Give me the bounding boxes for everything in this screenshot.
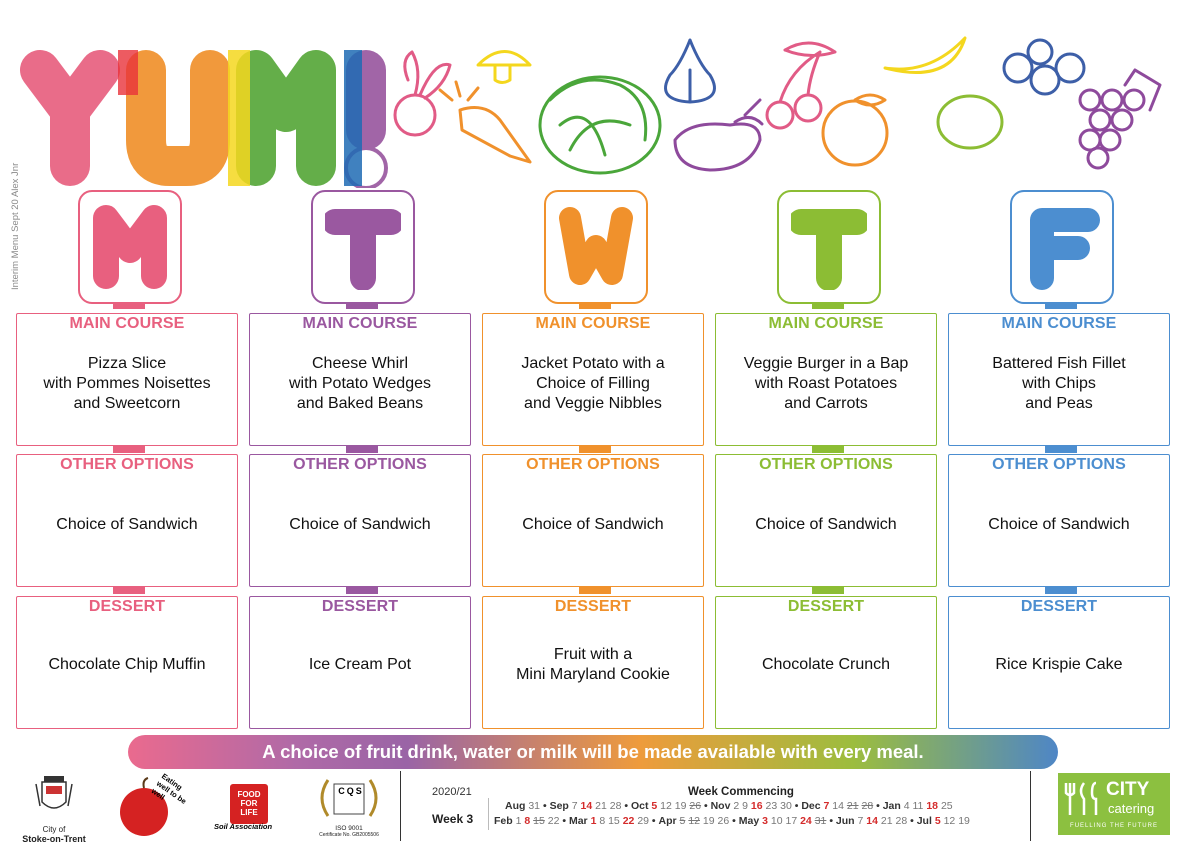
day-column	[948, 190, 1174, 735]
dessert-heading: DESSERT	[554, 598, 632, 615]
main-course-card	[482, 313, 704, 446]
date-token: •	[732, 815, 736, 827]
council-caption: City of	[42, 825, 66, 834]
date-token: •	[794, 800, 799, 812]
fruit-veg-illustration	[390, 30, 1180, 195]
school-year: 2020/21	[432, 786, 472, 798]
connector	[1045, 302, 1077, 309]
menu-version-note: Interim Menu Sept 20 Alex Jnr	[10, 162, 21, 290]
apple-slogan: Eating well to be well	[149, 771, 189, 806]
dessert-heading: DESSERT	[787, 598, 865, 615]
city-logo-word: CITY	[1106, 779, 1150, 800]
date-token: 28	[895, 815, 908, 827]
date-token: 26	[689, 800, 702, 812]
cabbage-icon	[540, 77, 660, 173]
date-token: 3	[762, 815, 768, 827]
other-options-text: Choice of Sandwich	[755, 516, 897, 533]
week-number: Week 3	[432, 812, 474, 826]
date-token: 12	[943, 815, 956, 827]
connector	[1045, 446, 1077, 453]
date-token: 25	[940, 800, 953, 812]
cherry-icon	[767, 43, 835, 128]
date-token: 9	[742, 800, 748, 812]
date-token: 17	[785, 815, 798, 827]
connector	[1045, 587, 1077, 594]
day-letter-badge	[544, 190, 648, 304]
day-letter-f-glyph	[1024, 204, 1100, 290]
other-options-text: Choice of Sandwich	[522, 516, 664, 533]
main-course-text: Veggie Burger in a Bap with Roast Potatoes and Carrots	[743, 355, 909, 412]
date-token: 1	[590, 815, 597, 827]
iso-letter: Q	[346, 786, 354, 796]
day-letter-t-glyph	[325, 204, 401, 290]
lemon-icon	[885, 38, 965, 73]
day-letter-badge	[1010, 190, 1114, 304]
date-token: 10	[770, 815, 783, 827]
iso-letters	[336, 786, 364, 796]
main-course-heading: MAIN COURSE	[768, 315, 884, 332]
radish-icon	[395, 52, 450, 135]
date-token: 5	[934, 815, 941, 827]
dessert-text: Fruit with a Mini Maryland Cookie	[516, 646, 670, 683]
footer-divider	[1030, 771, 1031, 841]
connector	[346, 302, 378, 309]
date-token: 18	[926, 800, 939, 812]
date-token: •	[542, 800, 547, 812]
date-token: •	[829, 815, 833, 827]
dessert-text: Chocolate Crunch	[761, 656, 891, 673]
dates-row-2	[494, 815, 970, 827]
cutlery-icon	[1062, 779, 1106, 819]
date-token: 31	[814, 815, 827, 827]
date-token: 12	[688, 815, 700, 827]
date-token: 24	[800, 815, 812, 827]
date-token: 4	[903, 800, 910, 812]
date-token: •	[876, 800, 880, 812]
blueberry-icon	[1004, 40, 1084, 94]
main-course-card	[16, 313, 238, 446]
date-token: 15	[533, 815, 545, 827]
yum-logo	[18, 48, 388, 188]
date-token: 28	[609, 800, 622, 812]
connector	[579, 302, 611, 309]
eating-well-logo	[112, 771, 192, 838]
date-token: 14	[580, 800, 593, 812]
date-token: 22	[622, 815, 635, 827]
date-token: 16	[750, 800, 763, 812]
stoke-council-logo	[18, 776, 90, 842]
other-options-card	[16, 454, 238, 587]
other-options-card	[715, 454, 937, 587]
day-letter-m-glyph	[92, 204, 168, 290]
iso-caption: ISO 9001	[335, 825, 363, 832]
dessert-heading: DESSERT	[1020, 598, 1098, 615]
other-options-heading: OTHER OPTIONS	[759, 456, 893, 473]
date-token: 19	[958, 815, 970, 827]
date-token: Jun	[835, 815, 855, 827]
date-token: 21	[846, 800, 859, 812]
lime-icon	[938, 96, 1002, 148]
day-letter-w-glyph	[558, 204, 634, 290]
city-logo-tagline: FUELLING THE FUTURE	[1070, 823, 1158, 829]
date-token: 22	[547, 815, 560, 827]
date-token: Aug	[505, 800, 526, 812]
date-token: 5	[651, 800, 658, 812]
other-options-card	[482, 454, 704, 587]
main-course-heading: MAIN COURSE	[69, 315, 185, 332]
main-course-heading: MAIN COURSE	[535, 315, 651, 332]
date-token: Apr	[658, 815, 677, 827]
dessert-text: Ice Cream Pot	[308, 656, 412, 673]
main-course-card	[249, 313, 471, 446]
iso-letter: C	[338, 786, 345, 796]
day-column	[482, 190, 708, 735]
day-column	[715, 190, 941, 735]
laurel-icon	[314, 776, 384, 820]
date-token: Jul	[916, 815, 932, 827]
date-token: 7	[857, 815, 864, 827]
dessert-card	[482, 596, 704, 729]
grapes-icon	[1080, 70, 1160, 168]
day-letter-badge	[311, 190, 415, 304]
main-course-text: Cheese Whirl with Potato Wedges and Baked Beans	[288, 355, 431, 412]
dessert-card	[249, 596, 471, 729]
week-commencing-label: Week Commencing	[688, 786, 794, 798]
carrot-icon	[440, 82, 530, 162]
main-course-text: Battered Fish Fillet with Chips and Peas	[992, 355, 1126, 412]
other-options-text: Choice of Sandwich	[289, 516, 431, 533]
date-token: Oct	[630, 800, 649, 812]
main-course-heading: MAIN COURSE	[1001, 315, 1117, 332]
city-catering-logo	[1058, 773, 1170, 835]
iso-certificate: Certificate No. GB2005506	[319, 832, 379, 838]
other-options-heading: OTHER OPTIONS	[526, 456, 660, 473]
catering-logo-word: catering	[1108, 801, 1155, 816]
connector	[346, 587, 378, 594]
connector	[113, 587, 145, 594]
connector	[579, 587, 611, 594]
dessert-text: Chocolate Chip Muffin	[48, 656, 206, 673]
date-token: 19	[674, 800, 687, 812]
coat-of-arms-icon	[18, 776, 90, 820]
date-token: 14	[832, 800, 844, 812]
date-token: 30	[780, 800, 792, 812]
date-token: 21	[880, 815, 893, 827]
eggplant-icon	[675, 100, 762, 170]
date-token: •	[651, 815, 656, 827]
date-token: May	[738, 815, 760, 827]
other-options-heading: OTHER OPTIONS	[60, 456, 194, 473]
soil-association-text: Soil Association	[214, 822, 273, 831]
date-token: Jan	[882, 800, 901, 812]
dates-separator	[488, 798, 489, 830]
date-token: 26	[717, 815, 730, 827]
iso-9001-logo	[314, 776, 384, 840]
ffl-badge: FOOD FOR LIFE	[230, 784, 268, 824]
date-token: 11	[912, 800, 924, 812]
connector	[579, 446, 611, 453]
date-token: 12	[660, 800, 672, 812]
connector	[812, 446, 844, 453]
date-token: 8	[599, 815, 606, 827]
dessert-heading: DESSERT	[88, 598, 166, 615]
council-name: Stoke-on-Trent	[22, 834, 86, 844]
date-token: 14	[866, 815, 878, 827]
date-token: 28	[861, 800, 874, 812]
date-token: 15	[608, 815, 620, 827]
other-options-heading: OTHER OPTIONS	[992, 456, 1126, 473]
date-token: 5	[679, 815, 686, 827]
connector	[812, 302, 844, 309]
day-letter-t-glyph	[791, 204, 867, 290]
drinks-banner: A choice of fruit drink, water or milk will be made available with every meal.	[128, 735, 1058, 769]
connector	[113, 446, 145, 453]
mushroom-icon	[478, 52, 530, 83]
date-token: •	[624, 800, 629, 812]
iso-letter: S	[355, 786, 362, 796]
date-token: Feb	[494, 815, 513, 827]
date-token: 29	[637, 815, 649, 827]
dessert-heading: DESSERT	[321, 598, 399, 615]
connector	[113, 302, 145, 309]
main-course-heading: MAIN COURSE	[302, 315, 418, 332]
date-token: 7	[571, 800, 578, 812]
date-token: 21	[595, 800, 607, 812]
date-token: Mar	[568, 815, 588, 827]
date-token: Dec	[801, 800, 821, 812]
other-options-heading: OTHER OPTIONS	[293, 456, 427, 473]
dessert-text: Rice Krispie Cake	[995, 656, 1123, 673]
connector	[346, 446, 378, 453]
dessert-card	[715, 596, 937, 729]
other-options-text: Choice of Sandwich	[56, 516, 198, 533]
garlic-icon	[666, 40, 715, 102]
dessert-card	[948, 596, 1170, 729]
date-token: 19	[702, 815, 715, 827]
main-course-card	[715, 313, 937, 446]
main-course-card	[948, 313, 1170, 446]
day-column	[16, 190, 242, 735]
date-token: 31	[528, 800, 541, 812]
date-token: Nov	[710, 800, 731, 812]
day-column	[249, 190, 475, 735]
footer-divider	[400, 771, 401, 841]
main-course-text: Jacket Potato with a Choice of Filling and Veggie Nibbles	[521, 355, 665, 412]
date-token: 23	[765, 800, 778, 812]
other-options-card	[948, 454, 1170, 587]
dates-row-1	[505, 800, 953, 812]
date-token: Sep	[549, 800, 569, 812]
day-letter-badge	[777, 190, 881, 304]
food-for-life-logo	[210, 782, 296, 836]
date-token: 1	[515, 815, 522, 827]
date-token: 7	[823, 800, 830, 812]
main-course-text: Pizza Slice with Pommes Noisettes and Sweetcorn	[43, 355, 211, 412]
date-token: •	[562, 815, 567, 827]
other-options-text: Choice of Sandwich	[988, 516, 1130, 533]
connector	[812, 587, 844, 594]
date-token: •	[910, 815, 914, 827]
other-options-card	[249, 454, 471, 587]
dessert-card	[16, 596, 238, 729]
orange-icon	[823, 95, 887, 165]
day-letter-badge	[78, 190, 182, 304]
date-token: •	[703, 800, 708, 812]
date-token: 8	[524, 815, 531, 827]
date-token: 2	[733, 800, 740, 812]
